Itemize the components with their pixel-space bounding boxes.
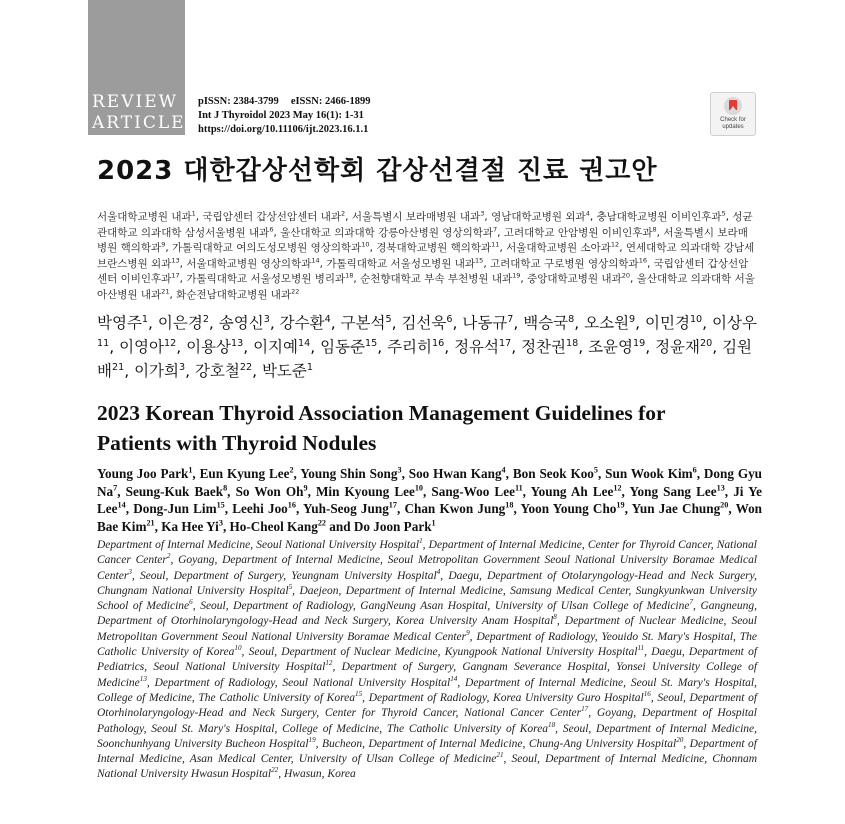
affiliation-text: Department of Internal Medicine, Seoul St. Mary's Hospital, College of Medicine, The Catholic University of Korea — [97, 676, 757, 704]
english-authors: Young Joo Park$^1$, Eun Kyung Lee$^2$, Young Shin Song$^3$, Soo Hwan Kang$^4$, Bon Seok Koo$^5$, Sun Wook Kim$^6$, Dong Gyu Na$^7$, Seung-Kuk Baek$^8$, So Won Oh$^9$, Min Kyoung Lee$^{10}$, Sang-Woo Lee$^{11}$, Young Ah Lee$^{12}$, Yong Sang Lee$^{13}$, Ji Ye Lee$^{14}$, Dong-Jun Lim$^{15}$, Leehi Joo$^{16}$, Yuh-Seog Jung$^{17}$, Chan Kwon Jung$^{18}$, Yoon Young Cho$^{19}$, Yun Jae Chung$^{20}$, Won Bae Kim$^{21}$, Ka Hee Yi$^3$, Ho-Cheol Kang$^{22}$ and Do Joon Park$^1$ — [97, 465, 763, 534]
author-name: Ho-Cheol Kang — [229, 518, 318, 534]
affiliation-text: Seoul, Department of Internal Medicine, Chonnam National University Hwasun Hospital — [97, 753, 757, 781]
affiliation-number: 7 — [689, 598, 694, 607]
author-name: Leehi Joo — [232, 501, 288, 516]
author-name: Yun Jae Chung — [631, 501, 721, 516]
author-affiliation-number: 3 — [397, 465, 402, 475]
eissn: eISSN: 2466-1899 — [290, 96, 371, 107]
affiliation-number: 18 — [548, 720, 556, 729]
author-name: 강수환 — [279, 314, 325, 332]
affiliation-text: 국립암센터 갑상선암센터 이비인후과 — [97, 257, 749, 285]
author-affiliation-number: 1 — [188, 465, 193, 475]
check-for-updates-button[interactable] — [710, 92, 756, 136]
author-name: 이가희 — [134, 362, 179, 380]
affiliation-text: 울산대학교 의과대학 강릉아산병원 영상의학과 — [280, 226, 494, 239]
affiliation-text: 연세대학교 의과대학 강남세브란스병원 외과 — [97, 242, 755, 270]
affiliation-text: 국립암센터 갑상선암센터 내과 — [202, 211, 341, 223]
author-affiliation-number: 3 — [263, 313, 270, 325]
author-affiliation-number: 1 — [141, 313, 149, 325]
affiliation-number: 8 — [652, 225, 657, 233]
author-affiliation-number: 14 — [298, 337, 311, 349]
author-name: Sang-Woo Lee — [431, 483, 515, 499]
author-affiliation-number: 17 — [388, 500, 397, 510]
affiliation-number: 17 — [171, 271, 180, 280]
author-affiliation-number: 17 — [499, 337, 512, 349]
author-name: Do Joon Park — [353, 518, 432, 534]
affiliation-text: Department of Nuclear Medicine, Seoul Metropolitan Government Seoul National University Boramae Medical Center — [97, 615, 757, 643]
author-affiliation-number: 6 — [692, 465, 697, 475]
updates-label-2: updates — [722, 124, 744, 130]
affiliation-number: 10 — [361, 240, 370, 249]
affiliation-number: 2 — [341, 209, 346, 218]
check-for-updates-icon — [724, 97, 742, 115]
author-affiliation-number: 6 — [446, 313, 453, 325]
article-type-banner — [88, 0, 185, 135]
affiliation-text: Department of Radiology, Yeouido St. Mary's Hospital, The Catholic University of Korea — [97, 630, 758, 659]
author-name: Yuh-Seog Jung — [302, 501, 389, 516]
author-name: 박영주 — [97, 314, 142, 332]
author-name: Soo Hwan Kang — [408, 466, 502, 481]
affiliation-number: 21 — [161, 287, 170, 295]
affiliation-text: 영남대학교병원 외과 — [491, 211, 586, 223]
author-name: Young Shin Song — [300, 466, 398, 481]
author-affiliation-number: 15 — [216, 500, 225, 510]
affiliation-number: 9 — [161, 240, 166, 249]
author-affiliation-number: 20 — [700, 337, 713, 349]
author-name: 정윤재 — [655, 338, 700, 356]
author-name: 나동규 — [462, 314, 508, 332]
affiliation-text: 서울대학교병원 소아과 — [506, 242, 611, 254]
affiliation-text: Goyang, Department of Internal Medicine, Seoul Metropolitan Government Seoul National University Boramae Medical Center — [97, 554, 758, 582]
journal-info — [198, 95, 370, 137]
author-affiliation-number: 7 — [507, 313, 514, 325]
author-name: 이상우 — [712, 314, 757, 332]
author-name: Min Kyoung Lee — [315, 483, 415, 499]
author-name: 김선욱 — [401, 314, 447, 332]
author-affiliation-number: 18 — [566, 337, 579, 349]
affiliation-text: Department of Surgery, Gangnam Severance Hospital, Yonsei University College of Medicine — [97, 661, 758, 689]
affiliation-number: 12 — [325, 659, 333, 668]
author-affiliation-number: 4 — [501, 465, 506, 475]
affiliation-number: 17 — [581, 705, 589, 714]
author-name: Young Joo Park — [97, 466, 189, 481]
affiliation-number: 1 — [419, 537, 423, 546]
affiliation-text: 성균관대학교 의과대학 삼성서울병원 내과 — [97, 211, 753, 239]
affiliation-text: Department of Internal Medicine, Seoul National University Hospital — [97, 539, 420, 551]
affiliation-number: 19 — [308, 736, 316, 745]
author-affiliation-number: 13 — [716, 483, 725, 493]
author-affiliation-number: 5 — [593, 465, 598, 475]
article-type-line1: REVIEW — [92, 92, 179, 112]
author-affiliation-number: 11 — [97, 337, 110, 349]
affiliation-number: 6 — [189, 598, 193, 607]
affiliation-number: 20 — [621, 271, 630, 280]
author-name: 정찬권 — [521, 338, 566, 356]
updates-label-1: Check for — [720, 117, 746, 123]
affiliation-text: 서울대학교병원 내과 — [97, 211, 192, 223]
affiliation-text: 서울특별시 보라매병원 핵의학과 — [97, 226, 748, 254]
author-affiliation-number: 18 — [505, 500, 514, 510]
affiliation-number: 2 — [166, 552, 171, 561]
affiliation-tail: Hwasun, Korea — [283, 768, 356, 781]
author-name: Bon Seok Koo — [512, 466, 594, 481]
affiliation-number: 12 — [610, 240, 620, 249]
author-affiliation-number: 14 — [117, 500, 126, 510]
author-name: 이지예 — [253, 338, 298, 356]
affiliation-text: 고려대학교 안암병원 이비인후과 — [503, 226, 653, 239]
affiliation-number: 13 — [171, 256, 180, 264]
author-affiliation-number: 3 — [178, 361, 186, 373]
author-affiliation-number: 11 — [514, 483, 523, 493]
author-name: 정유석 — [454, 338, 499, 356]
author-affiliation-number: 5 — [385, 313, 392, 325]
affiliation-number: 4 — [585, 209, 590, 218]
affiliation-text: Bucheon, Department of Internal Medicine, Chung-Ang University Hospital — [321, 737, 677, 750]
doi-link[interactable]: https://doi.org/10.11106/ijt.2023.16.1.1 — [198, 124, 369, 135]
affiliation-number: 5 — [721, 209, 726, 218]
author-affiliation-number: 1 — [431, 518, 436, 528]
affiliation-text: 가톨릭대학교 여의도성모병원 영상의학과 — [172, 242, 362, 254]
author-affiliation-number: 8 — [223, 483, 228, 493]
author-affiliation-number: 1 — [306, 361, 313, 373]
affiliation-text: 가톨릭대학교 서울성모병원 병리과 — [186, 273, 346, 285]
author-affiliation-number: 21 — [146, 518, 155, 528]
author-name: 이영아 — [119, 338, 164, 356]
author-affiliation-number: 3 — [218, 518, 223, 528]
affiliation-text: 충남대학교병원 이비인후과 — [596, 211, 722, 223]
author-affiliation-number: 22 — [239, 361, 253, 373]
affiliation-text: Gangneung, Department of Otorhinolaryngology-Head and Neck Surgery, Korea University Anam Hospital — [97, 600, 758, 628]
english-title — [97, 398, 777, 458]
affiliation-number: 15 — [475, 256, 484, 264]
author-affiliation-number: 19 — [616, 500, 625, 510]
author-name: Seung-Kuk Baek — [125, 483, 224, 499]
affiliation-text: Daejeon, Department of Internal Medicine, Samsung Medical Center, Sungkyunkwan University School of Medicine — [97, 584, 757, 613]
affiliation-number: 5 — [288, 583, 293, 592]
author-affiliation-number: 9 — [303, 483, 308, 493]
affiliation-number: 21 — [496, 751, 504, 760]
author-name: Dong-Jun Lim — [133, 501, 217, 516]
affiliation-number: 19 — [512, 271, 521, 280]
affiliation-text: Seoul, Department of Otorhinolaryngology-Head and Neck Surgery, Center for Thyroid Cancer, National Cancer Center — [97, 691, 758, 720]
author-affiliation-number: 4 — [324, 313, 331, 325]
affiliation-number: 10 — [234, 644, 242, 653]
affiliation-number: 22 — [291, 287, 300, 295]
author-affiliation-number: 15 — [365, 337, 378, 349]
author-affiliation-number: 16 — [287, 500, 296, 510]
affiliation-text: 서울대학교병원 영상의학과 — [186, 257, 312, 270]
affiliation-text: 울산대학교 의과대학 서울아산병원 내과 — [97, 273, 755, 301]
affiliation-text: 중앙대학교병원 내과 — [527, 273, 622, 285]
author-name: 구본석 — [340, 314, 386, 332]
author-name: 오소원 — [584, 314, 630, 332]
author-name: 김원배 — [97, 338, 753, 380]
author-affiliation-number: 20 — [720, 500, 729, 510]
author-affiliation-number: 21 — [111, 361, 125, 373]
author-name: Yong Sang Lee — [629, 483, 717, 499]
author-name: Yoon Young Cho — [520, 501, 617, 516]
author-name: 강호철 — [194, 362, 240, 380]
author-name: Ka Hee Yi — [161, 518, 219, 534]
author-name: Dong Gyu Na — [97, 466, 763, 499]
affiliation-text: Seoul, Department of Surgery, Yeungnam University Hospital — [139, 569, 437, 582]
author-name: Eun Kyung Lee — [199, 466, 290, 481]
affiliation-number: 13 — [139, 674, 147, 683]
affiliation-text: Department of Radiology, Seoul National University Hospital — [154, 676, 451, 689]
author-affiliation-number: 10 — [414, 483, 424, 493]
author-name: 이은경 — [157, 314, 203, 332]
affiliation-number: 16 — [638, 256, 647, 264]
english-title-line2: Patients with Thyroid Nodules — [97, 431, 377, 455]
affiliation-text: Seoul, Department of Radiology, GangNeung Asan Hospital, University of Ulsan College of Medicine — [200, 600, 690, 613]
english-title-line1: 2023 Korean Thyroid Association Management Guidelines for — [97, 401, 666, 425]
affiliation-number: 1 — [191, 209, 196, 218]
author-affiliation-number: 19 — [633, 337, 646, 349]
author-name: 송영신 — [218, 314, 264, 332]
affiliation-number: 8 — [553, 613, 557, 622]
author-affiliation-number: 13 — [231, 337, 244, 349]
author-name: Sun Wook Kim — [605, 466, 693, 481]
affiliation-number: 4 — [436, 567, 441, 576]
author-affiliation-number: 8 — [568, 313, 575, 325]
korean-authors: 박영주$^1$, 이은경$^2$, 송영신$^3$, 강수환$^4$, 구본석$^5$, 김선욱$^6$, 나동규$^7$, 백승국$^8$, 오소원$^9$, 이민경$^{10}$, 이상우$^{11}$, 이영아$^{12}$, 이용상$^{13}$, 이지예$^{14}$, 임동준$^{15}$, 주리히$^{16}$, 정유석$^{17}$, 정찬권$^{18}$, 조윤영$^{19}$, 정윤재$^{20}$, 김원배$^{21}$, 이가희$^3$, 강호철$^{22}$, 박도준$^1$ — [97, 313, 757, 380]
author-affiliation-number: 9 — [629, 313, 636, 325]
affiliation-text: Department of Radiology, Korea University Guro Hospital — [368, 691, 644, 704]
author-name: 이민경 — [645, 314, 690, 332]
korean-affiliations: 서울대학교병원 내과$^1$, 국립암센터 갑상선암센터 내과$^2$, 서울특별시 보라매병원 내과$^3$, 영남대학교병원 외과$^4$, 충남대학교병원 이비인후과$^5$, 성균관대학교 의과대학 삼성서울병원 내과$^6$, 울산대학교 의과대학 강릉아산병원 영상의학과$^7$, 고려대학교 안암병원 이비인후과$^8$, 서울특별시 보라매병원 핵의학과$^9$, 가톨릭대학교 여의도성모병원 영상의학과$^{10}$, 경북대학교병원 핵의학과$^{11}$, 서울대학교병원 소아과$^{12}$, 연세대학교 의과대학 강남세브란스병원 외과$^{13}$, 서울대학교병원 영상의학과$^{14}$, 가톨릭대학교 서울성모병원 내과$^{15}$, 고려대학교 구로병원 영상의학과$^{16}$, 국립암센터 갑상선암센터 이비인후과$^{17}$, 가톨릭대학교 서울성모병원 병리과$^{18}$, 순천향대학교 부속 부천병원 내과$^{19}$, 중앙대학교병원 내과$^{20}$, 울산대학교 의과대학 서울아산병원 내과$^{21}$, 화순전남대학교병원 내과$^{22}$ — [97, 209, 755, 301]
affiliation-text: Department of Internal Medicine, Asan Medical Center, University of Ulsan College of Medicine — [97, 737, 757, 766]
affiliation-number: 3 — [128, 567, 132, 576]
affiliation-text: 가톨릭대학교 서울성모병원 내과 — [326, 257, 476, 270]
affiliation-text: Seoul, Department of Nuclear Medicine, Kyungpook National University Hospital — [248, 646, 638, 659]
author-name: So Won Oh — [235, 483, 304, 499]
author-affiliation-number: 2 — [202, 313, 209, 325]
affiliation-number: 22 — [271, 766, 279, 775]
affiliation-number: 3 — [480, 209, 485, 218]
affiliation-text: 서울특별시 보라매병원 내과 — [351, 211, 481, 223]
affiliation-number: 6 — [269, 225, 274, 233]
affiliation-text: Goyang, Department of Hospital Pathology, Seoul St. Mary's Hospital, College of Medicine, The Catholic University of Korea — [97, 707, 758, 735]
affiliation-number: 14 — [450, 674, 458, 683]
english-affiliations: Department of Internal Medicine, Seoul National University Hospital$^1$, Department of Internal Medicine, Center for Thyroid Cancer, National Cancer Center$^2$, Goyang, Department of Internal Medicine, Seoul Metropolitan Government Seoul National University Boramae Medical Center$^3$, Seoul, Department of Surgery, Yeungnam University Hospital$^4$, Daegu, Department of Otolaryngology-Head and Neck Surgery, Chungnam National University Hospital$^5$, Daejeon, Department of Internal Medicine, Samsung Medical Center, Sungkyunkwan University School of Medicine$^6$, Seoul, Department of Radiology, GangNeung Asan Hospital, University of Ulsan College of Medicine$^7$, Gangneung, Department of Otorhinolaryngology-Head and Neck Surgery, Korea University Anam Hospital$^8$, Department of Nuclear Medicine, Seoul Metropolitan Government Seoul National University Boramae Medical Center$^9$, Department of Radiology, Yeouido St. Mary's Hospital, The Catholic University of Korea$^{10}$, Seoul, Department of Nuclear Medicine, Kyungpook National University Hospital$^{11}$, Daegu, Department of Pediatrics, Seoul National University Hospital$^{12}$, Department of Surgery, Gangnam Severance Hospital, Yonsei University College of Medicine$^{13}$, Department of Radiology, Seoul National University Hospital$^{14}$, Department of Internal Medicine, Seoul St. Mary's Hospital, College of Medicine, The Catholic University of Korea$^{15}$, Department of Radiology, Korea University Guro Hospital$^{16}$, Seoul, Department of Otorhinolaryngology-Head and Neck Surgery, Center for Thyroid Cancer, National Cancer Center$^{17}$, Goyang, Department of Hospital Pathology, Seoul St. Mary's Hospital, College of Medicine, The Catholic University of Korea$^{18}$, Seoul, Department of Internal Medicine, Soonchunhyang University Bucheon Hospital$^{19}$, Bucheon, Department of Internal Medicine, Chung-Ang University Hospital$^{20}$, Department of Internal Medicine, Asan Medical Center, University of Ulsan College of Medicine$^{21}$, Seoul, Department of Internal Medicine, Chonnam National University Hwasun Hospital$^{22}$, Hwasun, Korea — [97, 537, 758, 781]
author-name: 주리히 — [387, 338, 432, 356]
article-type-line2: ARTICLE — [92, 113, 186, 133]
author-name: Chan Kwon Jung — [404, 501, 506, 516]
author-name: 박도준 — [261, 362, 307, 380]
author-affiliation-number: 22 — [317, 518, 326, 528]
affiliation-number: 9 — [466, 628, 470, 637]
affiliation-text: Department of Internal Medicine, Center for Thyroid Cancer, National Cancer Center — [97, 539, 757, 567]
pissn: pISSN: 2384-3799 — [198, 96, 279, 107]
affiliation-text: 경북대학교병원 핵의학과 — [376, 242, 492, 254]
author-name: 백승국 — [523, 314, 569, 332]
author-affiliation-number: 16 — [432, 337, 445, 349]
author-name: 이용상 — [186, 338, 231, 356]
affiliation-number: 16 — [643, 690, 651, 699]
affiliation-text: 순천향대학교 부속 부천병원 내과 — [360, 273, 513, 285]
author-affiliation-number: 12 — [164, 337, 177, 349]
author-affiliation-number: 12 — [613, 483, 622, 493]
author-affiliation-number: 7 — [113, 483, 118, 493]
citation: Int J Thyroidol 2023 May 16(1): 1-31 — [198, 110, 364, 121]
affiliation-text: 고려대학교 구로병원 영상의학과 — [490, 257, 639, 270]
author-name: 임동준 — [320, 338, 365, 356]
affiliation-number: 20 — [676, 736, 684, 745]
affiliation-text: 화순전남대학교병원 내과 — [176, 288, 292, 301]
author-affiliation-number: 10 — [689, 313, 703, 325]
affiliation-text: Daegu, Department of Otolaryngology-Head and Neck Surgery, Chungnam National University Hospital — [97, 569, 758, 597]
affiliation-text: Daegu, Department of Pediatrics, Seoul National University Hospital — [97, 646, 758, 674]
author-name: Ji Ye Lee — [97, 483, 762, 516]
affiliation-number: 18 — [345, 271, 354, 280]
affiliation-text: Seoul, Department of Internal Medicine, Soonchunhyang University Bucheon Hospital — [97, 722, 757, 750]
affiliation-number: 7 — [493, 225, 498, 233]
affiliation-number: 15 — [355, 690, 363, 699]
author-name: 조윤영 — [588, 338, 633, 356]
affiliation-number: 11 — [491, 240, 500, 249]
author-affiliation-number: 2 — [289, 465, 294, 475]
affiliation-number: 14 — [311, 256, 320, 264]
author-name: Young Ah Lee — [530, 483, 614, 499]
korean-title: 2023 대한갑상선학회 갑상선결절 진료 권고안 — [97, 156, 658, 186]
affiliation-number: 11 — [637, 644, 645, 653]
author-name: Won Bae Kim — [97, 501, 763, 534]
